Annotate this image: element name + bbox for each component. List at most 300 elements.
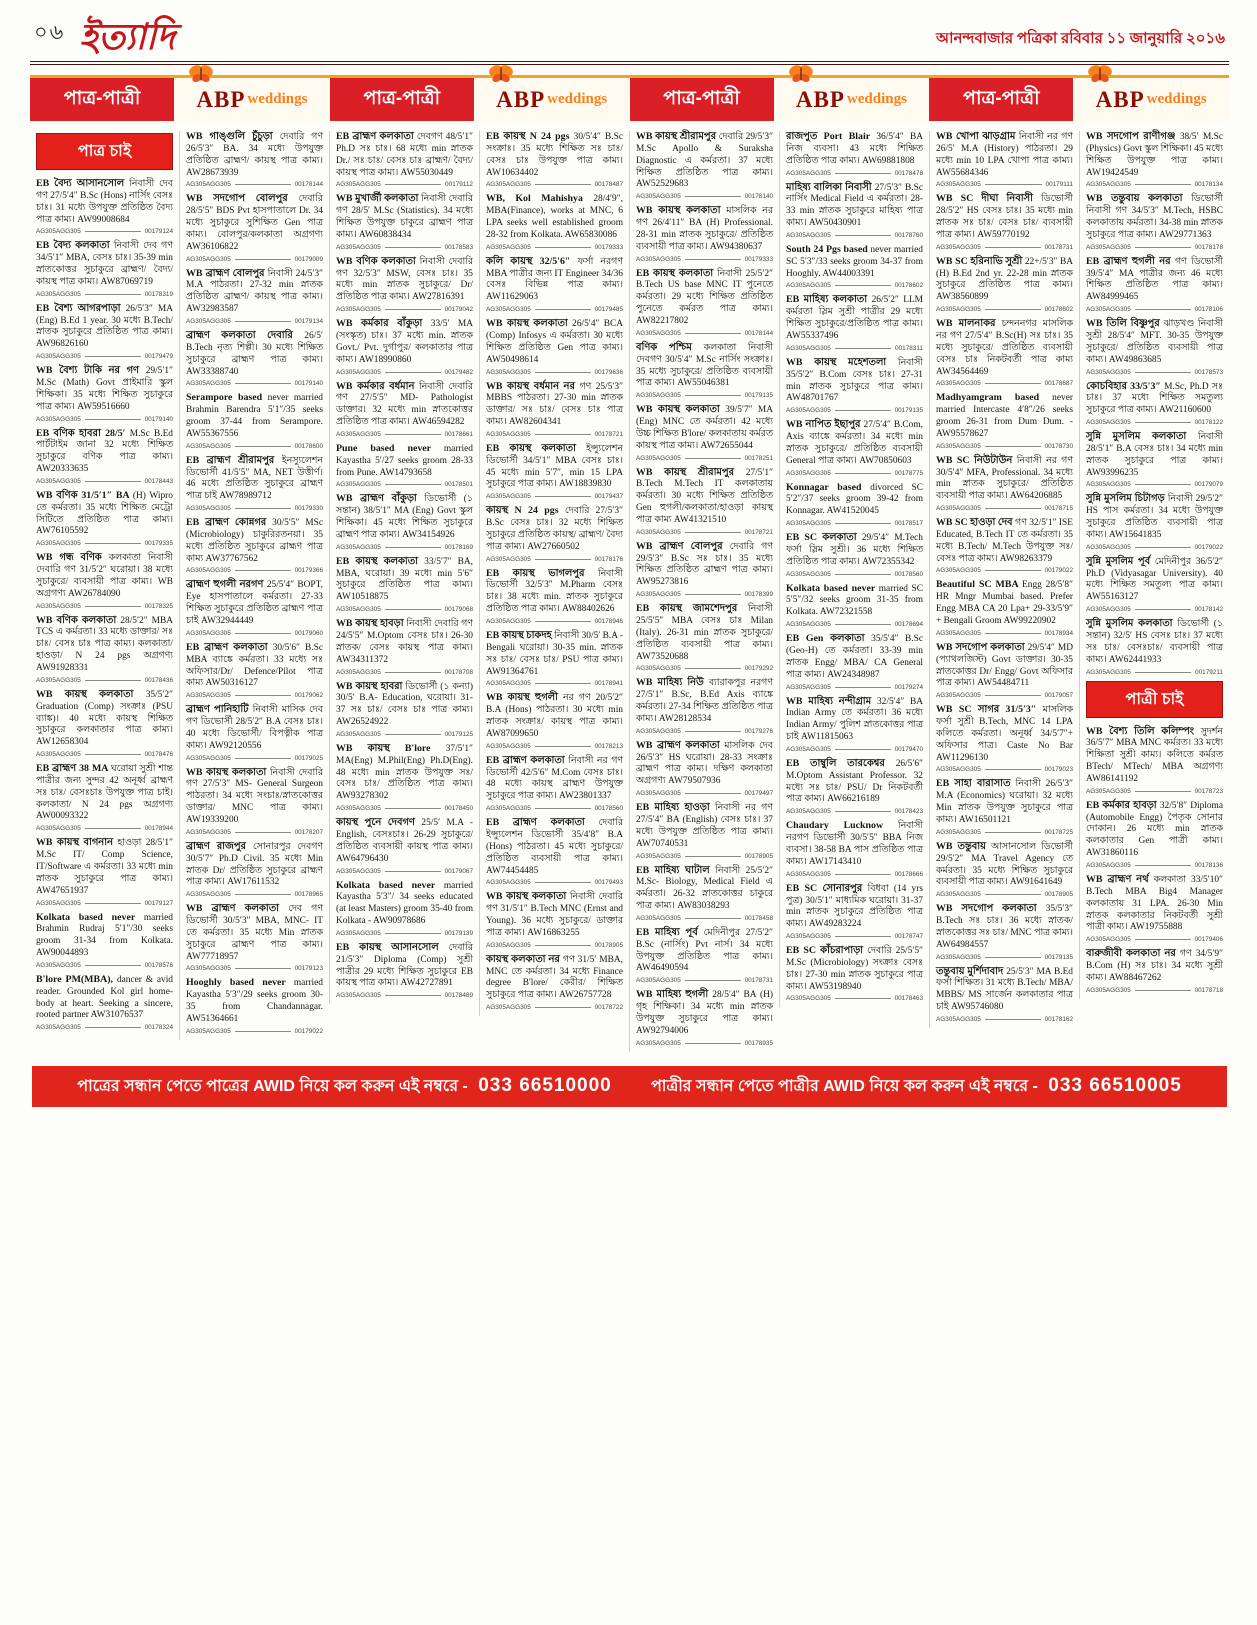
ad-agency-code: AG305AGG305 [786, 870, 831, 878]
ad-ref-number: 00178602 [1044, 306, 1073, 314]
ad-agency-code: AG305AGG305 [1086, 606, 1131, 614]
ad-text: WB গন্ধ বণিক কলকাতা নিবাসী দেবারি গণ 31/5′2″ ঘরোয়া। 38 মধ্যে সুচাকুরে/ ব্যবসায়ী পাত্র কাম্য। WB অগ্রগণ্য AW26784090 [36, 552, 173, 599]
ad-ref-number: 00179485 [594, 306, 623, 314]
classified-ad [186, 579, 323, 636]
classified-ad [486, 954, 623, 1011]
ad-text: EB কায়স্থ কলকাতা নিবাসী 25/5′2″ B.Tech US base MNC IT পুনেতে কর্মরতা। 29 মধ্যে শিক্ষিত প্রতিষ্ঠিত পুনেতে কর্মরত পাত্র কাম্য। AW82217802 [636, 267, 773, 326]
classified-ad [786, 131, 923, 177]
ad-lead: WB খোপা ঝাড়গ্রাম [936, 131, 1019, 142]
ad-agency-code: AG305AGG305 [486, 555, 531, 563]
ad-lead: EB Gen কলকাতা [786, 633, 872, 645]
classified-ad [786, 883, 923, 940]
ad-text: EB ব্রাহ্মণ 38 MA ঘরোয়া সুশ্রী শান্ত পাত্রীর জন্য সুন্দর 42 অনূর্ধ্ব ব্রাহ্মণ সঃ চাঃ/ বেসঃচাঃ উপযুক্ত পাত্র চাই। কলকাতা/ N 24 pgs অগ্রগণ্য AW00093322 [36, 763, 173, 822]
ad-lead: Madhyamgram based [936, 392, 1053, 404]
ad-agency-code: AG305AGG305 [486, 742, 531, 750]
ad-lead: কায়স্থ N 24 pgs [486, 505, 565, 517]
classified-ad [186, 704, 323, 761]
ad-code-line [36, 900, 173, 907]
ad-ref-number: 00179211 [1195, 668, 1223, 676]
ad-text: Madhyamgram based never married Intercaste 4′8″/26 seeks groom 26-31 from Dum Dum. - AW95578627 [936, 392, 1073, 439]
ad-text: WB কায়স্থ কলকাতা 39/5′7″ MA (Eng) MNC তে কর্মরতা। 42 মধ্যে উচ্চ শিক্ষিত B'lore/ কলকাতায় কর্মরত কায়স্থ পাত্র কাম্য। AW72655044 [636, 404, 773, 451]
classified-ad [786, 294, 923, 351]
ad-lead: WB মাহিষ্য নিউ [636, 677, 709, 689]
ad-agency-code: AG305AGG305 [1086, 368, 1131, 376]
ad-text: EB তাম্বুলি তারকেশ্বর 26/5′6″ M.Optom Assistant Professor. 32 মধ্যে সঃ চাঃ/ PSU/ Dr নিকটবর্তী পাত্র কাম্য। AW66216189 [786, 757, 923, 805]
ad-text: Serampore based never married Brahmin Barendra 5′1″/35 seeks groom 37-44 from Serampore. AW55367556 [186, 392, 323, 439]
footer-banner [32, 1066, 1227, 1107]
ad-agency-code: AG305AGG305 [1086, 543, 1131, 551]
ad-code-divider [385, 247, 441, 248]
classified-ad [186, 903, 323, 972]
ad-lead: Kolkata based never [336, 879, 444, 891]
ad-code-line [336, 481, 473, 488]
ad-text: WB ব্রাহ্মণ বাঁকুড়া ডিভোর্সী (১ সন্তান) 38/5′1″ MA (Eng) Govt স্কুল শিক্ষিকা। 45 মধ্যে শিক্ষিত সুচাকুরে ব্রাহ্মণ পাত্র কাম্য। AW34154926 [336, 493, 473, 540]
ad-lead: WB কায়স্থ শ্রীরামপুর [636, 466, 746, 478]
ad-code-line [36, 677, 173, 684]
ad-code-line [786, 995, 923, 1002]
ad-code-line [936, 954, 1073, 961]
ad-ref-number: 00179437 [594, 493, 623, 501]
ad-code-line [36, 291, 173, 298]
ad-agency-code: AG305AGG305 [336, 243, 381, 251]
ad-code-line [636, 591, 773, 598]
classified-ad [636, 865, 773, 922]
ad-text: WB বণিক কলকাতা 28/5′2″ MBA TCS এ কর্মরতা। 33 মধ্যে ডাক্তার/ সঃ চাঃ/ বেসঃ চাঃ পাত্র কাম্য। কলকাতা/ হাওড়া/ N 24 pgs অগ্রগণ্য AW91928331 [36, 614, 173, 673]
ad-code-divider [385, 933, 441, 934]
classified-ad [1086, 493, 1223, 550]
ad-ref-number: 00178600 [294, 442, 323, 450]
ad-agency-code: AG305AGG305 [186, 255, 231, 263]
ad-lead: WB ব্রাহ্মণ বোলপুর [186, 267, 268, 279]
ad-lead: EB কায়স্থ কলকাতা [636, 267, 717, 279]
ad-lead: WB SC হরিনাভি সুশ্রী [936, 255, 1025, 267]
ad-agency-code: AG305AGG305 [936, 891, 981, 899]
ad-text: WB বৈশ্য টাকি নর গণ 29/5′1″ M.Sc (Math) Govt প্রাইমারি স্কুল শিক্ষিকা। 35 মধ্যে শিক্ষিত সুচাকুরে পাত্র কাম্য। AW59516660 [36, 365, 173, 412]
ad-agency-code: AG305AGG305 [486, 243, 531, 251]
classified-ad [636, 404, 773, 461]
ad-code-divider [235, 1031, 291, 1032]
ad-code-divider [985, 309, 1041, 310]
classified-ad [1086, 318, 1223, 375]
ad-lead: কলি কায়স্থ 32/5′6″ [486, 255, 578, 267]
ad-code-line [36, 825, 173, 832]
ad-agency-code: AG305AGG305 [1086, 419, 1131, 427]
classified-ad [36, 689, 173, 758]
ad-text: WB কায়স্থ কলকাতা 35/5′2″ Graduation (Comp) সংক্রাঃ (PSU ব্যাঙ্ক)। 40 মধ্যে কায়স্থ শিক্ষিত সুচাকুরে কলকাতার পাত্র কাম্য। AW12658304 [36, 688, 173, 748]
classified-ad [1086, 381, 1223, 427]
ad-agency-code: AG305AGG305 [36, 602, 81, 610]
ad-text: সুন্নি মুসলিম চিটাগড় নিবাসী 29/5′2″ HS পাস কর্মরতা। 34 মধ্যে উপযুক্ত সুচাকুরে প্রতিষ্ঠিত ব্যবসায়ী পাত্র কাম্য। AW15641835 [1086, 493, 1223, 540]
ad-text: EB কর্মকার হাবড়া 32/5′8″ Diploma (Automobile Engg) পৈতৃক সোনার দোকান। 26 মধ্যে min স্নাতক কলকাতার Gen পাত্রী কাম্য। AW31860116 [1086, 799, 1223, 859]
ad-text: EB ব্রাহ্মণ কলকাতা 30/5′6″ B.Sc MBA ব্যাঙ্কে কর্মরতা। 33 মধ্যে সঃ অফিসার/Dr/ Defence/Pilot পাত্র কাম্য AW50316127 [186, 641, 323, 689]
ad-lead: WB কায়স্থ বাগনান [36, 837, 118, 849]
ad-agency-code: AG305AGG305 [486, 879, 531, 887]
ad-agency-code: AG305AGG305 [36, 477, 81, 485]
ad-lead: EB বৈশ্য আগরপাড়া [36, 302, 126, 314]
ad-text: WB কর্মকার বর্ধমান নিবাসী দেবারি গণ 27/5′5″ MD- Pathologist ডাক্তার। 32 মধ্যে min স্নাতকোত্তর প্রতিষ্ঠিত পাত্র কাম্য। AW46594282 [336, 380, 473, 428]
ad-code-line [636, 853, 773, 860]
footer-bride-text: পাত্রীর সন্ধান পেতে পাত্রীর AWID নিয়ে কল করুন এই নম্বরে - [650, 1077, 1038, 1095]
ad-agency-code: AG305AGG305 [786, 169, 831, 177]
ad-code-line [36, 603, 173, 610]
ad-code-line [786, 407, 923, 414]
ad-lead: WB সদগোপ রাণীগঞ্জ [1086, 131, 1180, 142]
ad-text: Hooghly based never married Kayastha 5′3″/29 seeks groom 30-35 from Chandannagar. AW51364661 [186, 977, 323, 1024]
ad-text: WB তন্তুবায় আসানসোল ডিভোর্সী 29/5′2″ MA Travel Agency তে কর্মরতা। 35 মধ্যে শিক্ষিত সুচাকুরে ব্যবসায়ী পাত্র কাম্য। AW91641649 [936, 840, 1073, 888]
ad-agency-code: AG305AGG305 [786, 745, 831, 753]
ad-text: WB বণিক কলকাতা নিবাসী দেবারি গণ 32/5′3″ MSW, বেসঃ চাঃ। 35 মধ্যে min স্নাতক সুচাকুরে/ Dr/ প্রতিষ্ঠিত পাত্র কাম্য। AW27816391 [336, 255, 473, 303]
ad-ref-number: 00179124 [144, 228, 173, 236]
ad-lead: EB ব্রাহ্মণ কোন্নগর [186, 517, 273, 529]
ad-code-line [636, 256, 773, 263]
ad-agency-code: AG305AGG305 [936, 505, 981, 513]
ad-lead: EB ব্রাহ্মণ কলকাতা [336, 131, 417, 142]
ad-ref-number: 00178144 [744, 329, 773, 337]
ad-agency-code: AG305AGG305 [936, 1015, 981, 1023]
ad-ref-number: 00179062 [294, 692, 323, 700]
classified-ad [486, 692, 623, 749]
ad-code-line [186, 567, 323, 574]
column-4 [479, 131, 629, 1016]
ad-ref-number: 00178489 [444, 992, 473, 1000]
ad-text: Chaudary Lucknow নিবাসী নরগণ ডিভোর্সী 30/5′5″ BBA নিজ ব্যবসা। 38-58 BA পাস প্রতিষ্ঠিত পাত্র কাম্য। AW17143410 [786, 820, 923, 867]
ad-agency-code: AG305AGG305 [786, 282, 831, 290]
classified-ad [936, 517, 1073, 574]
ad-ref-number: 00178176 [594, 555, 623, 563]
ad-agency-code: AG305AGG305 [486, 368, 531, 376]
ad-code-divider [235, 758, 291, 759]
ad-code-divider [835, 173, 891, 174]
classified-ad [636, 268, 773, 337]
ad-code-line [486, 1004, 623, 1011]
ad-code-line [336, 731, 473, 738]
ad-text: WB SC দীঘা নিবাসী ডিভোর্সী 28/5′2″ HS বেসঃ চাঃ। 35 মধ্যে min স্নাতক সঃ চাঃ/ বেসঃ চাঃ/ ব্যবসায়ী পাত্র কাম্য। AW59770192 [936, 193, 1073, 240]
ad-agency-code: AG305AGG305 [636, 977, 681, 985]
ad-text: বণিক পশ্চিম কলকাতা নিবাসী দেবগণ 30/5′4″ M.Sc নার্সিং সংক্রাঃ। 35 মধ্যে সুচাকুরে/ প্রতিষ্ঠিত ব্যবসায়ী পাত্র কাম্য। AW55046381 [636, 341, 773, 389]
ad-agency-code: AG305AGG305 [936, 629, 981, 637]
ad-text: EB ব্রাহ্মণ কলকাতা নিবাসী নর গণ ডিভোর্সী 42/5′6″ M.Com বেসঃ চাঃ। 48 মধ্যে কায়স্থ ব্রাহ্মণ উপযুক্ত সুচাকুরে পাত্র কাম্য। AW23801337 [486, 754, 624, 802]
ad-agency-code: AG305AGG305 [936, 692, 981, 700]
classified-ad [936, 392, 1073, 449]
ad-code-line [1086, 306, 1223, 313]
column-8 [1079, 131, 1229, 999]
ad-code-divider [835, 998, 891, 999]
ad-text: WB SC হরিনাভি সুশ্রী 22+/5′3″ BA (H) B.Ed 2nd yr. 22-28 min স্নাতক সুচাকুরে প্রতিষ্ঠিত পাত্র কাম্য। AW38560899 [936, 255, 1073, 303]
ad-lead: EB কায়স্থ আসানসোল [336, 941, 449, 953]
ad-text: ব্রাহ্মণ রাজপুর সোনারপুর দেবগণ 30/5′7″ Ph.D Civil. 35 মধ্যে Min স্নাতক Dr/ প্রতিষ্ঠিত সুচাকুরে ব্রাহ্মণ পাত্র কাম্য। AW17611532 [186, 840, 324, 888]
abp-brand-text: ABP [196, 86, 246, 112]
ad-code-divider [685, 793, 741, 794]
ad-lead: Pune based never [336, 442, 444, 454]
ad-code-divider [535, 746, 591, 747]
ad-code-line [636, 790, 773, 797]
classified-ad [36, 178, 173, 235]
ad-code-line [336, 805, 473, 812]
ad-agency-code: AG305AGG305 [636, 193, 681, 201]
classified-ad [786, 583, 923, 629]
ad-agency-code: AG305AGG305 [186, 317, 231, 325]
ad-text: EB SC কলকাতা 29/5′4″ M.Tech ফর্সা স্লিম সুশ্রী। 36 মধ্যে শিক্ষিত প্রতিষ্ঠিত পাত্র কাম্য। AW72355342 [786, 532, 923, 567]
ad-ref-number: 00179140 [294, 380, 323, 388]
classified-ad [1086, 618, 1223, 675]
ad-lead: WB কায়স্থ কলকাতা [186, 766, 270, 778]
classified-ad [786, 758, 923, 815]
ad-agency-code: AG305AGG305 [36, 899, 81, 907]
ad-code-divider [535, 559, 591, 560]
ad-ref-number: 00178721 [594, 430, 623, 438]
ad-agency-code: AG305AGG305 [186, 567, 231, 575]
ad-lead: WB সদগোপ কলকাতা [936, 641, 1028, 653]
ad-lead: WB সদগোপ কলকাতা [936, 903, 1046, 915]
ad-text: WB কায়স্থ মহেশতলা নিবাসী 35/5′2″ B.Com বেসঃ চাঃ। 27-31 min স্নাতক সুচাকুরে পাত্র কাম্য। AW48701767 [786, 356, 923, 404]
ad-text: WB কায়স্থ হাবরা ডিভোর্সী (১ কন্যা) 30/5′ B.A- Education, ঘরোয়া। 31-37 সঃ চাঃ/ বেসঃ চাঃ পাত্র কাম্য। AW26524922 [336, 680, 473, 728]
abp-brand-text: ABP [496, 86, 546, 112]
ad-agency-code: AG305AGG305 [336, 543, 381, 551]
ad-code-divider [985, 383, 1041, 384]
ad-code-divider [1135, 791, 1191, 792]
footer-groom-notice [77, 1073, 612, 1100]
ad-lead: WB বণিক কলকাতা [336, 255, 420, 267]
ad-ref-number: 00178775 [894, 469, 923, 477]
ad-agency-code: AG305AGG305 [786, 621, 831, 629]
ad-ref-number: 00178731 [1044, 243, 1073, 251]
ad-code-divider [235, 184, 291, 185]
ad-lead: সুন্নি মুসলিম কলকাতা [1086, 431, 1198, 443]
page-number: ০৬ [34, 20, 66, 44]
ad-text: WB মাহিষ্য নিউ ব্যারাকপুর নরগণ 27/5′1″ B.Sc, B.Ed Axis ব্যাঙ্কে কর্মরতা। 27-34 শিক্ষিত প্রতিষ্ঠিত পাত্র কাম্য। AW28128534 [636, 677, 773, 724]
ad-agency-code: AG305AGG305 [936, 243, 981, 251]
ad-code-line [936, 244, 1073, 251]
ad-ref-number: 00178661 [444, 430, 473, 438]
ad-lead: ব্রাহ্মণ পানিহাটি [186, 704, 253, 716]
ad-text: WB তিলি বিষ্ণুপুর ঝাড়খণ্ড নিবাসী সুশ্রী 28/5′4″ MFT. 30-35 উপযুক্ত সুচাকুরে/ প্রতিষ্ঠিত ব্যবসায়ী পাত্র কাম্য। AW49863685 [1086, 318, 1223, 365]
classified-ad [336, 556, 473, 613]
ad-code-divider [985, 247, 1041, 248]
ad-code-divider [85, 680, 141, 681]
ad-code-divider [835, 874, 891, 875]
ad-code-line [936, 766, 1073, 773]
classified-ad [1086, 874, 1223, 943]
ad-code-line [36, 353, 173, 360]
ad-code-line [186, 755, 323, 762]
ad-agency-code: AG305AGG305 [186, 1027, 231, 1035]
ad-lead: WB কায়স্থ হাবরা [336, 680, 406, 692]
ad-code-line [786, 470, 923, 477]
ad-agency-code: AG305AGG305 [336, 730, 381, 738]
ad-text: WB কায়স্থ কলকাতা 26/5′4″ BCA (Comp) Infosys এ কর্মরতা। 30 মধ্যে শিক্ষিত প্রতিষ্ঠিত Gen পাত্র কাম্য। AW50498614 [486, 318, 623, 365]
ad-code-line [1086, 788, 1223, 795]
ad-code-divider [235, 383, 291, 384]
ad-code-divider [985, 184, 1042, 185]
classified-ad [486, 505, 623, 562]
ad-lead: EB SC কাঁচরাপাড়া [786, 945, 868, 957]
classified-ad [1086, 800, 1223, 869]
classified-ad [336, 381, 473, 438]
ad-lead: Serampore based [186, 392, 268, 404]
classified-ad [186, 131, 323, 188]
ad-ref-number: 00179125 [444, 730, 473, 738]
butterfly-icon [1087, 64, 1113, 84]
ad-code-line [486, 431, 623, 438]
classified-ad [636, 205, 773, 262]
ad-lead: WB SC দীঘা নিবাসী [936, 193, 1042, 205]
classified-ad [936, 455, 1073, 512]
ad-code-divider [985, 508, 1041, 509]
ad-text: কলি কায়স্থ 32/5′6″ ফর্সা নরগণ MBA পাত্রীর জন্য IT Engineer 34/36 বেসঃ বিভিন্ন পাত্র কাম্য। AW11629063 [486, 255, 623, 303]
ad-code-line [486, 680, 623, 687]
ad-agency-code: AG305AGG305 [336, 992, 381, 1000]
ad-code-divider [385, 609, 441, 610]
ad-agency-code: AG305AGG305 [336, 430, 381, 438]
ad-code-divider [385, 484, 441, 485]
ad-code-line [36, 416, 173, 423]
ad-text: WB কায়স্থ হাবড়া নিবাসী দেবারি গণ 24/5′5″ M.Optom বেসঃ চাঃ। 26-30 স্নাতক/ বেসঃ কায়স্থ পাত্র কাম্য। AW34311372 [336, 618, 473, 665]
ad-code-divider [535, 184, 591, 185]
ad-code-line [186, 380, 323, 387]
ad-code-line [936, 891, 1073, 898]
classified-ad [936, 778, 1073, 835]
column-7 [929, 131, 1079, 1028]
classified-ad [486, 381, 623, 438]
ad-code-line [486, 879, 623, 886]
ad-agency-code: AG305AGG305 [636, 790, 681, 798]
ad-code-line [786, 808, 923, 815]
ad-code-line [336, 544, 473, 551]
classified-ad [636, 342, 773, 399]
ad-text: WB মালনাকর চন্দননগর মাসলিক নর গণ 27/5′4″ B.Sc(H) সঃ চাঃ। 35 মধ্যে সুচাকুরে/ প্রতিষ্ঠিত ব্যবসায়ী বেসঃ চাঃ নিকটবর্তী পাত্র কাম্য AW34564469 [936, 318, 1074, 377]
ad-lead: EB SC কলকাতা [786, 532, 862, 544]
ad-ref-number: 00179479 [144, 353, 173, 361]
ad-agency-code: AG305AGG305 [36, 290, 81, 298]
ad-lead: WB ব্রাহ্মণ নর্থ [1086, 873, 1154, 885]
ad-code-line [786, 520, 923, 527]
ad-ref-number: 00178517 [894, 520, 923, 528]
ad-lead: WB তন্তুবায় কলকাতা [1086, 193, 1192, 205]
classified-ad [786, 419, 923, 476]
ad-code-line [486, 181, 623, 188]
ad-ref-number: 00178560 [594, 805, 623, 813]
ad-ref-number: 00179022 [294, 1027, 323, 1035]
banner-abp-weddings-logo [474, 78, 630, 121]
ad-lead: কোচবিহার 33/5′3″ [1086, 380, 1165, 392]
ad-code-divider [85, 903, 141, 904]
ad-code-divider [85, 294, 141, 295]
ad-lead: WB ব্রাহ্মণ বোলপুর [636, 540, 730, 552]
ad-text: EB বৈদ্য আসানসোল নিবাসী দেব গণ 27/5′4″ B.Sc (Hons) নার্সিং বেসঃ চাঃ। 31 মধ্যে উপযুক্ত প্রতিষ্ঠিত বৈদ্য পাত্র কাম্য। AW99008684 [36, 178, 173, 225]
ad-code-line [486, 618, 623, 625]
ad-ref-number: 00178443 [144, 477, 173, 485]
classified-ad [336, 618, 473, 675]
classified-ad [36, 240, 173, 297]
ad-text: ব্রাহ্মণ পানিহাটি নিবাসী মাসিক দেব গণ ডিভোর্সী 28/5′2″ B.A বেসঃ চাঃ। 40 মধ্যে ডিভোর্সী/ বিপত্নীক পাত্র কাম্য। AW92120556 [186, 704, 323, 751]
ad-ref-number: 00178134 [1194, 181, 1223, 189]
ad-lead: South 24 Pgs based [786, 243, 871, 255]
ad-agency-code: AG305AGG305 [186, 181, 231, 189]
ad-ref-number: 00178311 [895, 344, 923, 352]
ad-code-divider [535, 247, 591, 248]
banner-groom-bride-label: পাত্র-পাত্রী [330, 78, 474, 121]
ad-ref-number: 00178905 [744, 852, 773, 860]
ad-lead: EB ব্রাহ্মণ শ্রীরামপুর [186, 454, 282, 466]
ad-text: Kolkata based never married SC 5′5″/32 seeks groom 31-35 from Kolkata. AW72321558 [786, 582, 923, 618]
ad-text: WB মুখার্জী কলকাতা নিবাসী দেবারি গণ 28/5′ M.Sc (Statistics). 34 মধ্যে শিক্ষিত উপযুক্ত চাকুরে ব্রাহ্মণ পাত্র কাম্য। AW60838434 [336, 193, 473, 240]
ad-lead: কায়স্থ কলকাতা নর [486, 953, 563, 965]
ad-code-line [1086, 606, 1223, 613]
ad-lead: WB বণিক কলকাতা [36, 614, 121, 626]
classified-ad [1086, 948, 1223, 994]
ad-text: WB কায়স্থ শ্রীরামপুর 27/5′1″ B.Tech M.Tech IT কলকাতায় কর্মরতা। 30 মধ্যে শিক্ষিত প্রতিষ্ঠিত Gen হুগলী/কলকাতা/হাওড়া কায়স্থ পাত্র কাম্য AW41321510 [636, 466, 773, 525]
ad-agency-code: AG305AGG305 [786, 683, 831, 691]
butterfly-icon [488, 64, 514, 84]
ad-agency-code: AG305AGG305 [636, 392, 681, 400]
ad-agency-code: AG305AGG305 [36, 1024, 81, 1032]
ad-code-line [336, 868, 473, 875]
ad-ref-number: 00178207 [294, 828, 323, 836]
ad-code-line [186, 181, 323, 188]
footer-groom-text: পাত্রের সন্ধান পেতে পাত্রের AWID নিয়ে কল করুন এই নম্বরে - [77, 1077, 468, 1095]
ad-text: WB সদগোপ কলকাতা 29/5′4″ MD (প্যাথলজিস্ট) Govt ডাক্তার। 30-35 স্নাতকোত্তর Dr/ Engg/ Govt অফিসার পাত্র কাম্য। AW54484711 [936, 641, 1073, 689]
classified-ad [936, 318, 1073, 387]
ad-code-line [1086, 481, 1223, 488]
ad-ref-number: 00179140 [144, 415, 173, 423]
ad-ref-number: 00179135 [744, 392, 773, 400]
classified-ad [186, 193, 323, 262]
ad-ref-number: 00178144 [294, 181, 323, 189]
ad-code-divider [535, 882, 591, 883]
ad-lead: সুন্নি মুসলিম কলকাতা [1086, 618, 1178, 630]
ad-ref-number: 00178136 [1194, 861, 1223, 869]
ad-code-divider [385, 672, 441, 673]
masthead-date: আনন্দবাজার পত্রিকা রবিবার ১১ জানুয়ারি ২০১৬ [935, 31, 1225, 47]
ad-agency-code: AG305AGG305 [486, 680, 531, 688]
ad-ref-number: 00179022 [1044, 567, 1073, 575]
classified-ad [486, 193, 623, 250]
ad-code-divider [385, 309, 441, 310]
classified-ad [486, 318, 623, 375]
ad-agency-code: AG305AGG305 [336, 668, 381, 676]
ad-code-line [486, 805, 623, 812]
ad-text: WB নাপিত ইছাপুর 27/5′4″ B.Com, Axis ব্যাঙ্কে কর্মরতা। 34 মধ্যে min স্নাতক সুচাকুরে/ প্রতিষ্ঠিত ব্যবসায়ী General পাত্র কাম্য। AW70850603 [786, 419, 923, 466]
ad-code-line [1086, 862, 1223, 869]
ad-lead: কায়স্থ পুনে দেবগণ [336, 817, 422, 829]
banner-pair [330, 78, 630, 121]
banner-pair [30, 78, 330, 121]
ad-agency-code: AG305AGG305 [1086, 787, 1131, 795]
ad-code-line [186, 630, 323, 637]
classified-ad [1086, 193, 1223, 250]
classified-ad [486, 817, 623, 886]
classified-ad [336, 318, 473, 375]
ad-agency-code: AG305AGG305 [486, 493, 531, 501]
classified-ad [186, 392, 323, 449]
ad-agency-code: AG305AGG305 [936, 766, 981, 774]
ad-code-divider [835, 285, 891, 286]
classified-ad [936, 966, 1073, 1023]
ad-code-line [936, 181, 1073, 188]
ad-agency-code: AG305AGG305 [786, 995, 831, 1003]
classified-ad [36, 974, 173, 1031]
ad-code-divider [985, 446, 1041, 447]
ad-lead: WB কায়স্থ B'lore [336, 742, 446, 754]
ad-code-line [636, 915, 773, 922]
ad-lead: WB মাহিষ্য হুগলী [636, 989, 713, 1001]
ad-lead: বারুজীবী কলকাতা নর [1086, 948, 1180, 960]
ad-code-divider [985, 832, 1041, 833]
ad-agency-code: AG305AGG305 [486, 805, 531, 813]
ad-lead: EB ব্রাহ্মণ কলকাতা [486, 817, 599, 829]
ad-lead: WB কর্মকার বর্ধমান [336, 380, 419, 392]
ad-text: WB খোপা ঝাড়গ্রাম নিবাসী নর গণ 26/5′ M.A (History) পাঠরতা। 29 মধ্যে min 10 LPA খোপা পাত্র কাম্য। AW55684346 [936, 131, 1074, 178]
